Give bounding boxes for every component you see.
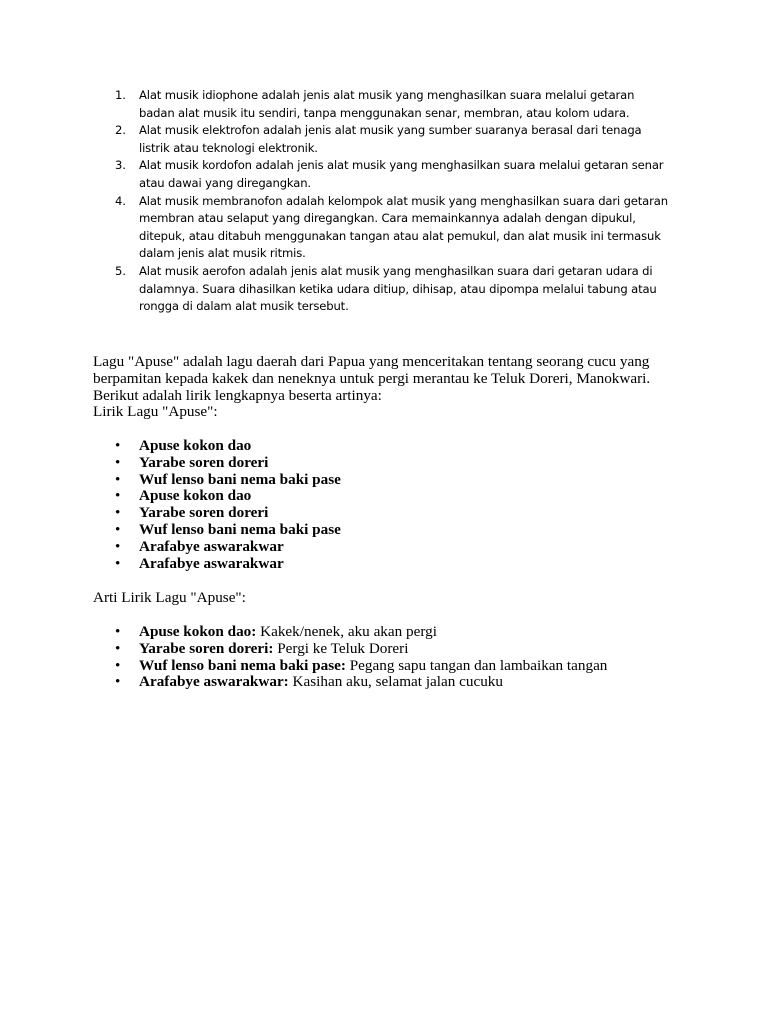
- translation-heading: Arti Lirik Lagu "Apuse":: [93, 589, 246, 606]
- list-number: 4.: [115, 193, 126, 208]
- list-text-line: rongga di dalam alat musik tersebut.: [139, 299, 349, 314]
- list-text-line: atau dawai yang diregangkan.: [139, 175, 311, 190]
- bullet-icon: •: [115, 437, 121, 454]
- translation-meaning: Pegang sapu tangan dan lambaikan tangan: [345, 656, 608, 674]
- lyric-item: [93, 505, 693, 522]
- translation-item: [93, 674, 693, 691]
- lyric-text: Yarabe soren doreri: [139, 504, 269, 522]
- list-text-line: dalam jenis alat musik ritmis.: [139, 246, 306, 261]
- translation-list: [93, 624, 693, 691]
- intro-paragraph: [93, 354, 693, 421]
- lyric-item: [93, 472, 693, 489]
- translation-meaning: Pergi ke Teluk Doreri: [273, 639, 409, 657]
- translation-meaning: Kasihan aku, selamat jalan cucuku: [288, 673, 503, 691]
- bullet-icon: •: [115, 537, 121, 555]
- list-text-line: ditepuk, atau ditabuh menggunakan tangan atau alat pemukul, dan alat musik ini termasuk: [139, 228, 661, 243]
- lyric-text: Apuse kokon dao: [139, 487, 252, 505]
- bullet-icon: •: [115, 504, 121, 522]
- lyric-text: Arafabye aswarakwar: [139, 554, 284, 572]
- lyric-item: [93, 438, 693, 455]
- list-text-line: membran atau selaput yang diregangkan. Cara memainkannya adalah dengan dipukul,: [139, 211, 636, 226]
- lyric-text: Yarabe soren doreri: [139, 453, 269, 471]
- list-number: 5.: [115, 263, 126, 278]
- translation-term: Wuf lenso bani nema baki pase:: [139, 656, 346, 674]
- translation-term: Apuse kokon dao:: [139, 623, 257, 640]
- lyric-item: [93, 522, 693, 539]
- lyric-text: Arafabye aswarakwar: [139, 537, 284, 555]
- bullet-icon: •: [115, 520, 121, 538]
- list-item: [93, 122, 683, 157]
- list-text-line: Alat musik kordofon adalah jenis alat musik yang menghasilkan suara melalui getaran senar: [139, 158, 664, 173]
- translation-term: Arafabye aswarakwar:: [139, 673, 289, 691]
- bullet-icon: •: [115, 639, 121, 657]
- lyric-item: [93, 455, 693, 472]
- translation-item: [93, 658, 693, 675]
- bullet-icon: •: [115, 623, 121, 640]
- bullet-icon: •: [115, 453, 121, 471]
- bullet-icon: •: [115, 554, 121, 572]
- bullet-icon: •: [115, 487, 121, 505]
- list-text-line: Alat musik idiophone adalah jenis alat musik yang menghasilkan suara melalui getaran: [139, 88, 635, 102]
- intro-line: berpamitan kepada kakek dan neneknya untuk pergi merantau ke Teluk Doreri, Manokwari.: [93, 369, 651, 387]
- intro-line: Berikut adalah lirik lengkapnya beserta artinya:: [93, 386, 382, 404]
- translation-item: [93, 624, 693, 641]
- list-text-line: Alat musik elektrofon adalah jenis alat musik yang sumber suaranya berasal dari tenaga: [139, 123, 642, 138]
- lyrics-list: [93, 438, 693, 572]
- bullet-icon: •: [115, 673, 121, 691]
- list-item: [93, 157, 683, 192]
- lyric-text: Wuf lenso bani nema baki pase: [139, 470, 341, 488]
- translation-item: [93, 641, 693, 658]
- lirik-heading: Lirik Lagu "Apuse":: [93, 403, 218, 421]
- list-text-line: listrik atau teknologi elektronik.: [139, 140, 318, 155]
- list-text-line: badan alat musik itu sendiri, tanpa menggunakan senar, membran, atau kolom udara.: [139, 105, 630, 120]
- list-item: [93, 193, 683, 263]
- list-number: 3.: [115, 158, 126, 173]
- lyric-item: [93, 539, 693, 556]
- lyric-item: [93, 488, 693, 505]
- lyric-text: Wuf lenso bani nema baki pase: [139, 520, 341, 538]
- bullet-icon: •: [115, 656, 121, 674]
- list-number: 1.: [115, 88, 126, 102]
- list-number: 2.: [115, 123, 126, 138]
- list-text-line: Alat musik membranofon adalah kelompok alat musik yang menghasilkan suara dari getaran: [139, 193, 668, 208]
- list-item: [93, 263, 683, 316]
- instrument-list: [93, 87, 683, 316]
- lyric-text: Apuse kokon dao: [139, 437, 252, 454]
- translation-term: Yarabe soren doreri:: [139, 639, 274, 657]
- translation-meaning: Kakek/nenek, aku akan pergi: [256, 623, 437, 640]
- list-text-line: Alat musik aerofon adalah jenis alat musik yang menghasilkan suara dari getaran udara di: [139, 263, 653, 278]
- list-item: [93, 87, 683, 122]
- lyric-item: [93, 556, 693, 573]
- intro-line: Lagu "Apuse" adalah lagu daerah dari Papua yang menceritakan tentang seorang cucu yang: [93, 353, 650, 370]
- list-text-line: dalamnya. Suara dihasilkan ketika udara ditiup, dihisap, atau dipompa melalui tabung atau: [139, 281, 657, 296]
- bullet-icon: •: [115, 470, 121, 488]
